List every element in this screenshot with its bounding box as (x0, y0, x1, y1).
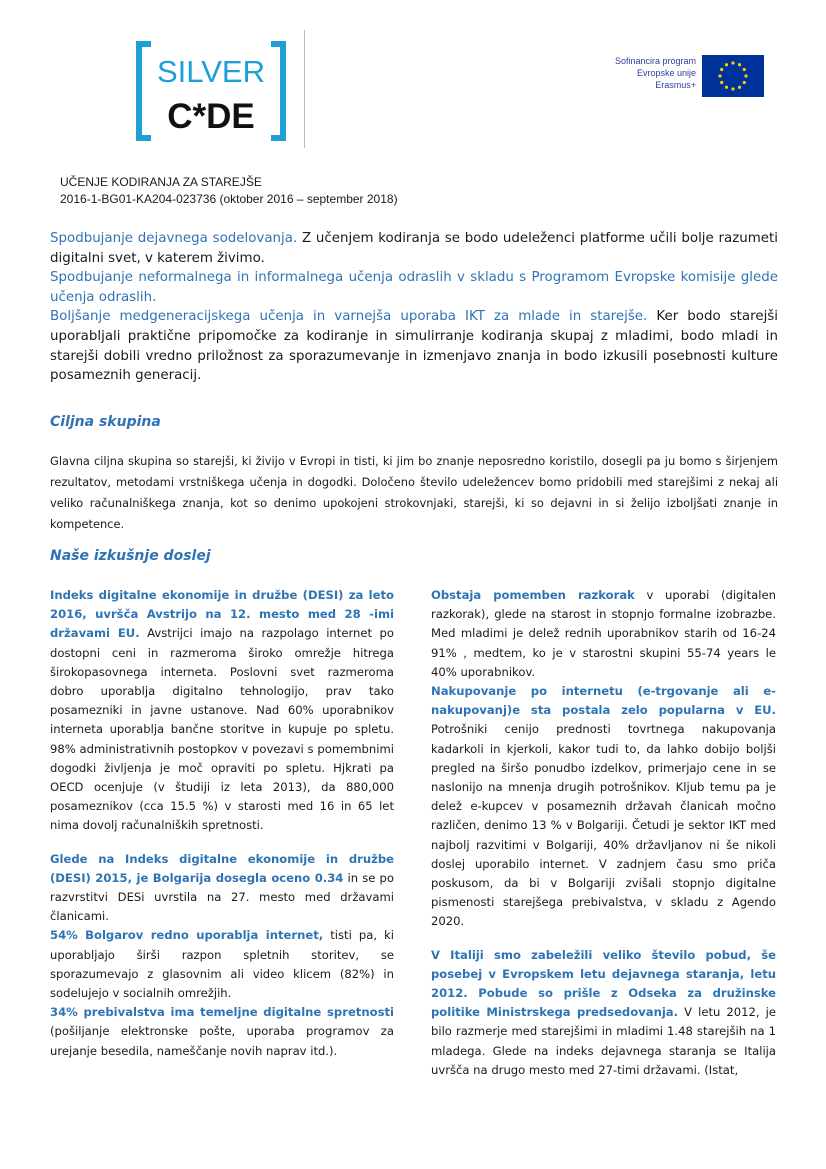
right-paragraph-a (431, 586, 776, 682)
intro-paragraph-2 (50, 268, 778, 307)
left-lead-b: Glede na Indeks digitalne ekonomije in družbe (DESI) 2015, je Bolgarija dosegla oceno 0.34 (50, 851, 394, 885)
intro-lead-2: Spodbujanje neformalnega in informalnega učenja odraslih v skladu s Programom Evropske komisije glede učenja odraslih. (50, 270, 778, 305)
intro-text-1: Z učenjem kodiranja se bodo udeleženci platforme učili bolje razumeti digitalni svet, v katerem živimo. (50, 231, 778, 266)
eu-star-icon (720, 81, 723, 84)
right-paragraph-c (431, 946, 776, 1080)
left-paragraph-a (50, 586, 394, 836)
logo-word-top: SILVER (157, 54, 265, 89)
left-paragraph-b (50, 850, 394, 927)
eu-star-icon (744, 74, 747, 77)
right-text-a: v uporabi (digitalen razkorak), glede na starost in stopnjo formalne izobrazbe. Med mladimi je delež rednih uporabnikov starih od 16-24 91% , medtem, ko je v starostni skupini 55-74 years le 40% uporabnikov. (431, 588, 776, 679)
funding-text (560, 55, 696, 91)
funding-line-2: Evropske unije (636, 68, 696, 78)
left-paragraph-d (50, 1003, 394, 1061)
project-title: UČENJE KODIRANJA ZA STAREJŠE (60, 175, 262, 189)
experience-heading: Naše izkušnje doslej (50, 548, 211, 564)
eu-star-icon (738, 86, 741, 89)
eu-star-icon (720, 68, 723, 71)
eu-star-icon (731, 61, 734, 64)
right-text-c: V letu 2012, je bilo razmerje med starejšimi in mladimi 1.48 starejših na 1 mladega. Glede na indeks dejavnega staranja se Italija uvršča na drugo mesto med 27-timi državami. (Istat, (431, 1005, 777, 1077)
left-lead-c: 54% Bolgarov redno uporablja internet, (50, 928, 324, 943)
left-text-a: Avstrijci imajo na razpolago internet po dostopni ceni in razmeroma široko omrežje hitrega širokopasovnega interneta. Poslovni svet razmeroma dobro uporablja digitalno tehnologijo, prav tako posamezniki in javne ustanove. Nad 60% uporabnikov interneta uporablja bančne storitve in kupuje po spletu. 98% administrativnih postopkov v povezavi s pomembnimi dogodki življenja je moč opraviti po spletu. Hjkrati pa OECD ocenjuje (v študiji iz leta 2013), da 880,000 posameznikov (cca 15.5 %) v starosti med 16 in 65 let nima dovolj računalniških spretnosti. (50, 626, 394, 833)
logo-word-bottom: C*DE (167, 97, 255, 136)
right-lead-a: Obstaja pomemben razkorak (431, 588, 635, 602)
eu-star-icon (738, 63, 741, 66)
eu-star-icon (718, 74, 721, 77)
intro-paragraph-1 (50, 229, 778, 268)
intro-text-3: Ker bodo starejši uporabljali praktične pripomočke za kodiranje in simulirranje kodiranja skupaj z mladimi, bodo mladi in starejši dobili vredno priložnost za sporazumevanje in izmenjavo znanja in bodo izkusili posebnosti kulture posameznih generacij. (50, 309, 778, 384)
funding-line-3: Erasmus+ (655, 80, 696, 90)
right-lead-b: Nakupovanje po internetu (e-trgovanje ali e-nakupovanj)e sta postala zelo popularna v EU. (431, 684, 776, 718)
eu-star-icon (725, 86, 728, 89)
left-text-d: (pošiljanje elektronske pošte, uporaba programov za urejanje besedila, nameščanje novih naprav itd.). (50, 1024, 394, 1058)
intro-lead-1: Spodbujanje dejavnega sodelovanja. (50, 231, 298, 246)
experience-right-column (431, 586, 776, 1080)
left-text-c: tisti pa, ki uporabljajo širši razpon spletnih storitev, se sporazumevajo z glasovnim ali video klicem (82%) in sodelujejo v socialnih omrežjih. (50, 928, 394, 1001)
intro-paragraph-3 (50, 307, 778, 385)
eu-flag-icon (702, 55, 764, 97)
eu-star-icon (725, 63, 728, 66)
funding-block (560, 55, 775, 100)
target-heading: Ciljna skupina (50, 414, 161, 430)
left-text-b: in se po razvrstitvi DESi uvrstila na 27. mesto med državami članicami. (50, 870, 394, 924)
project-info (60, 174, 398, 208)
right-lead-c: V Italiji smo zabeležili veliko število pobud, še posebej v Evropskem letu dejavnega staranja, letu 2012. Pobude so prišle z Odseka za družinske politike Ministrskega predsedovanja. (431, 947, 776, 1020)
eu-star-icon (743, 68, 746, 71)
right-paragraph-b (431, 682, 776, 932)
eu-star-icon (743, 81, 746, 84)
logo-divider (304, 30, 305, 148)
project-code: 2016-1-BG01-KA204-023736 (oktober 2016 – september 2018) (60, 192, 398, 206)
intro-section (50, 229, 778, 386)
silver-code-logo-icon (121, 30, 307, 155)
eu-star-icon (731, 87, 734, 90)
silver-code-logo (121, 30, 307, 155)
right-text-b: Potrošniki cenijo prednosti tovrtnega nakupovanja kadarkoli in kjerkoli, kakor tudi to, da lahko dobijo boljši pregled na širšo ponudbo izdelkov, primerjajo cene in se naslonijo na mnenja drugih potrošnikov. Kljub temu pa je delež e-kupcev v posameznih državah članicah močno različen, denimo 13 % v Bolgariji. Četudi je sektor IKT med najbolj razvitimi v Bolgariji, 40% državljanov ni še nikoli doslej uporabilo internet. V zadnjem času smo priča poskusom, da bi v Bolgariji zvišali stopnjo digitalne pismenosti starejšega prebivalstva, v skladu z Agendo 2020. (431, 722, 776, 929)
left-lead-a: Indeks digitalne ekonomije in družbe (DESI) za leto 2016, uvršča Avstrijo na 12. mesto med 28 -imi državami EU. (50, 588, 394, 641)
intro-lead-3: Boljšanje medgeneracijskega učenja in varnejša uporaba IKT za mlade in starejše. (50, 309, 648, 325)
target-paragraph: Glavna ciljna skupina so starejši, ki živijo v Evropi in tisti, ki jim bo znanje neposredno koristilo, dosegli pa ju bomo s širjenjem rezultatov, metodami vrstniškega učenja in dogodki. Določeno število udeležencev bomo pridobili med starejšimi z nekaj ali veliko računalniškega znanja, kot so denimo upokojeni strokovnjaki, starejši, ki so dejavni in si želijo izboljšati znanje in kompetence. (50, 454, 778, 531)
left-lead-d: 34% prebivalstva ima temeljne digitalne spretnosti (50, 1005, 394, 1020)
left-paragraph-c (50, 926, 394, 1003)
experience-left-column (50, 586, 394, 1061)
funding-line-1: Sofinancira program (614, 56, 696, 66)
